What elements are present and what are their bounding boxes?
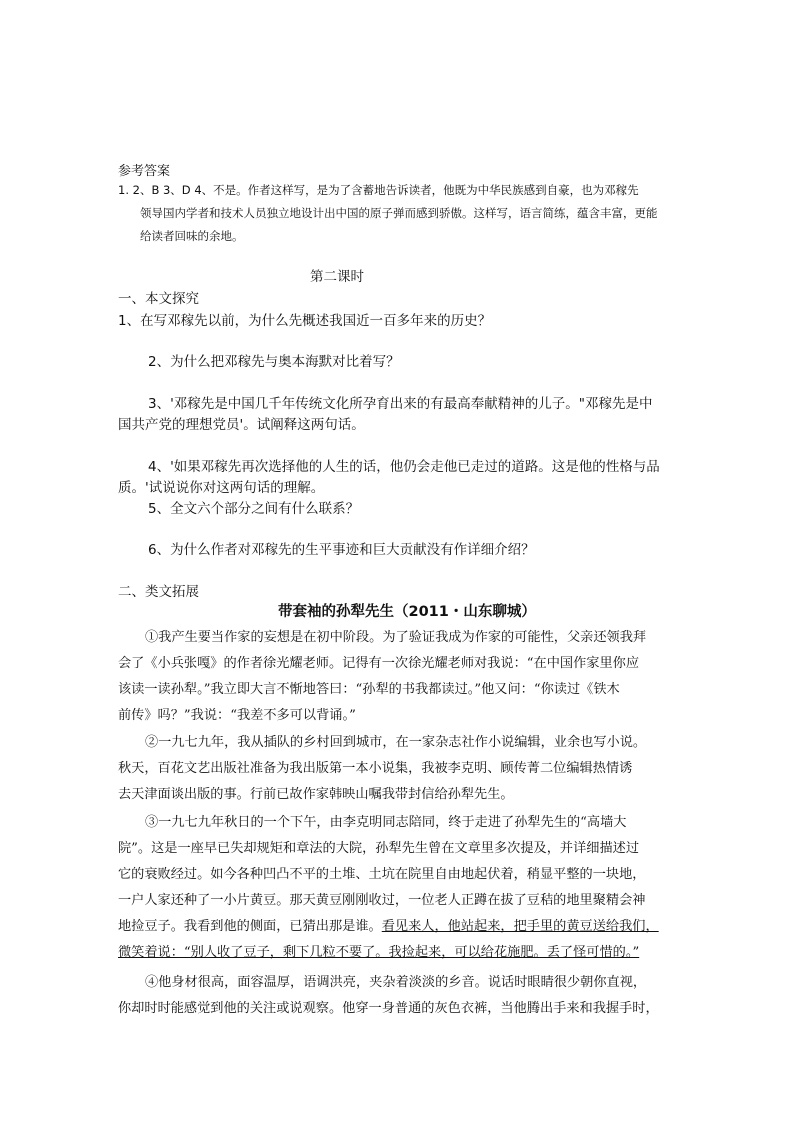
paragraph-2-line: 秋天，百花文艺出版社准备为我出版第一本小说集，我被李克明、顾传菁二位编辑热情诱 [118, 761, 633, 776]
paragraph-4-line: ④他身材很高，面容温厚，语调洪亮，夹杂着淡淡的乡音。说话时眼睛很少朝你直视， [145, 975, 647, 990]
paragraph-3 [118, 810, 684, 966]
lesson-title: 第二课时 [310, 269, 364, 285]
paragraph-2-line: 去天津面谈出版的事。行前已故作家韩映山嘱我带封信给孙犁先生。 [118, 787, 514, 802]
question-5: 5、全文六个部分之间有什么联系？ [148, 501, 360, 517]
paragraph-1 [118, 625, 684, 729]
question-1: 1、在写邓稼先以前，为什么先概述我国近一百多年来的历史？ [118, 313, 492, 329]
paragraph-3-line: 一户人家还种了一小片黄豆。那天黄豆刚刚收过，一位老人正蹲在拔了豆秸的地里聚精会神 [118, 893, 646, 908]
answer-line-3: 给读者回味的余地。 [140, 229, 244, 243]
answer-line-2: 领导国内学者和技术人员独立地设计出中国的原子弹而感到骄傲。这样写，语言简练，蕴含丰富，更能 [140, 206, 658, 220]
paragraph-4-line: 你却时时能感觉到他的关注或说观察。他穿一身普通的灰色衣裤，当他腾出手来和我握手时， [118, 1001, 659, 1016]
underlined-sentence-part-b: 微笑着说：“别人收了豆子，剩下几粒不要了。我捡起来，可以给花施肥。丢了怪可惜的。” [118, 945, 640, 960]
paragraph-3-line: 它的衰败经过。如今各种凹凸不平的土堆、土坑在院里自由地起伏着，稍显平整的一块地， [118, 867, 646, 882]
section2-heading: 二、类文拓展 [118, 584, 199, 600]
article-title: 带套袖的孙犁先生（2011・山东聊城） [278, 604, 536, 620]
paragraph-3-line: 地捡豆子。我看到他的侧面，已猜出那是谁。 [118, 919, 382, 934]
paragraph-3-line: 院”。这是一座早已失却规矩和章法的大院，孙犁先生曾在文章里多次提及，并详细描述过 [118, 841, 640, 856]
paragraph-1-line: 该读一读孙犁。”我立即大言不惭地答曰：“孙犁的书我都读过。”他又问：“你读过《铁木 [118, 682, 620, 697]
question-6: 6、为什么作者对邓稼先的生平事迹和巨大贡献没有作详细介绍？ [148, 542, 535, 558]
question-4-line-1: 4、'如果邓稼先再次选择他的人生的话，他仍会走他已走过的道路。这是他的性格与品 [148, 459, 660, 475]
underlined-sentence-part-a: 看见来人，他站起来，把手里的黄豆送给我们， [381, 919, 659, 934]
question-4-line-2: 质。'试说说你对这两句话的理解。 [118, 480, 325, 496]
paragraph-2 [118, 730, 684, 808]
question-3-line-1: 3、'邓稼先是中国几千年传统文化所孕育出来的有最高奉献精神的儿子。"邓稼先是中 [148, 396, 653, 412]
paragraph-3-line: ③一九七九年秋日的一个下午，由李克明同志陪同，终于走进了孙犁先生的“高墙大 [145, 815, 627, 830]
paragraph-2-line: ②一九七九年，我从插队的乡村回到城市，在一家杂志社作小说编辑，业余也写小说。 [145, 735, 647, 750]
answer-line-1: 1. 2、B 3、D 4、不是。作者这样写，是为了含蓄地告诉读者，他既为中华民族感到自豪，也为邓稼先 [118, 183, 639, 197]
answers-heading: 参考答案 [118, 164, 171, 179]
paragraph-1-line: 会了《小兵张嘎》的作者徐光耀老师。记得有一次徐光耀老师对我说：“在中国作家里你应 [118, 656, 640, 671]
question-2: 2、为什么把邓稼先与奥本海默对比着写？ [148, 354, 400, 370]
paragraph-4 [118, 970, 684, 1022]
paragraph-1-line: ①我产生要当作家的妄想是在初中阶段。为了验证我成为作家的可能性，父亲还领我拜 [145, 630, 647, 645]
section1-heading: 一、本文探究 [118, 291, 199, 307]
paragraph-1-line: 前传》吗？”我说：“我差不多可以背诵。” [118, 708, 356, 723]
question-3-line-2: 国共产党的理想党员'。试阐释这两句话。 [118, 417, 365, 433]
